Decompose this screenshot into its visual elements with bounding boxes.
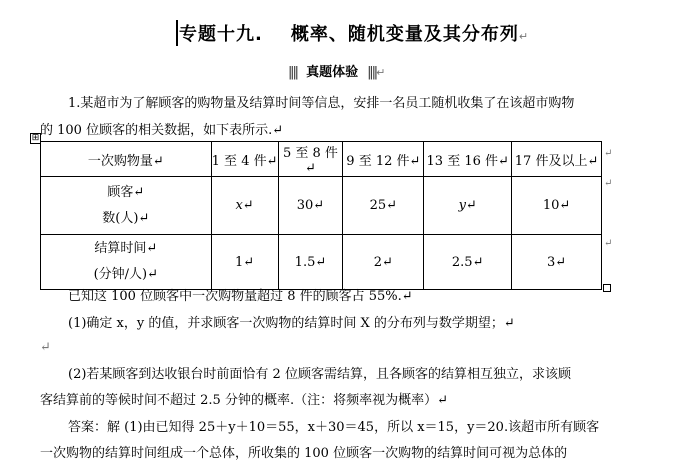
header-cell: 13 至 16 件↵ — [424, 142, 512, 177]
table-resize-handle[interactable] — [603, 284, 611, 292]
table-header-row — [41, 142, 602, 177]
header-cell: 一次购物量↵ — [41, 142, 212, 177]
table-cell: 25↵ — [343, 177, 424, 235]
subtitle-left-bars: ‖‖ — [288, 65, 297, 80]
table-cell: 1↵ — [211, 235, 278, 290]
row-end-mark: ↵ — [604, 238, 613, 249]
text-cursor — [176, 20, 178, 46]
table-row-time — [41, 235, 602, 290]
row-label-line: 顾客↵ — [107, 184, 145, 200]
row-label-line: 结算时间↵ — [94, 241, 158, 256]
table-cell: x↵ — [211, 177, 278, 235]
table-move-handle-icon[interactable]: ⊞ — [31, 133, 40, 143]
row-end-mark: ↵ — [604, 178, 613, 189]
table-row-customers — [41, 177, 602, 235]
section-subtitle — [288, 61, 385, 80]
row-label-cell — [41, 235, 212, 290]
table-cell: 10↵ — [512, 177, 602, 235]
paragraph-mark: ↵ — [518, 30, 530, 43]
header-cell: 17 件及以上↵ — [512, 142, 602, 177]
problem-line-1: 1.某超市为了解顾客的购物量及结算时间等信息，安排一名员工随机收集了在该超市购物 — [68, 96, 575, 111]
data-table — [40, 141, 602, 290]
question-2-line-2: 客结算前的等候时间不超过 2.5 分钟的概率.（注：将频率视为概率）↵ — [40, 393, 448, 408]
answer-line-1: 答案：解 (1)由已知得 25＋y＋10＝55，x＋30＝45，所以 x＝15，y＝20.该超市所有顾客 — [68, 420, 600, 435]
subtitle-text: 真题体验 — [306, 65, 359, 80]
subtitle-right-bars: ‖‖ — [367, 65, 377, 80]
header-cell: 5 至 8 件↵ — [278, 142, 343, 177]
page-title — [179, 20, 529, 46]
table-cell: 30↵ — [278, 177, 343, 235]
title-main: 概率、随机变量及其分布列 — [290, 24, 519, 45]
header-cell: 1 至 4 件↵ — [211, 142, 278, 177]
table-cell: 2↵ — [343, 235, 424, 290]
row-label-line: (分钟/人)↵ — [93, 267, 159, 282]
table-cell: 3↵ — [512, 235, 602, 290]
title-prefix: 专题十九. — [179, 24, 263, 45]
table-cell: 2.5↵ — [424, 235, 512, 290]
problem-line-2: 的 100 位顾客的相关数据，如下表所示.↵ — [40, 123, 284, 138]
paragraph-mark: ↵ — [40, 340, 51, 355]
question-1: (1)确定 x，y 的值，并求顾客一次购物的结算时间 X 的分布列与数学期望；↵ — [68, 316, 515, 331]
question-2-line-1: (2)若某顾客到达收银台时前面恰有 2 位顾客需结算，且各顾客的结算相互独立，求该顾 — [68, 367, 571, 382]
row-end-mark: ↵ — [604, 148, 613, 159]
table-cell: 1.5↵ — [278, 235, 343, 290]
table-cell: y↵ — [424, 177, 512, 235]
paragraph-mark: ↵ — [376, 66, 386, 79]
row-label-line: 数(人)↵ — [102, 210, 150, 226]
row-label-cell — [41, 177, 212, 235]
header-cell: 9 至 12 件↵ — [343, 142, 424, 177]
known-condition: 已知这 100 位顾客中一次购物量超过 8 件的顾客占 55%.↵ — [68, 289, 413, 304]
answer-line-2: 一次购物的结算时间组成一个总体，所收集的 100 位顾客一次购物的结算时间可视为总体的 — [40, 446, 568, 461]
